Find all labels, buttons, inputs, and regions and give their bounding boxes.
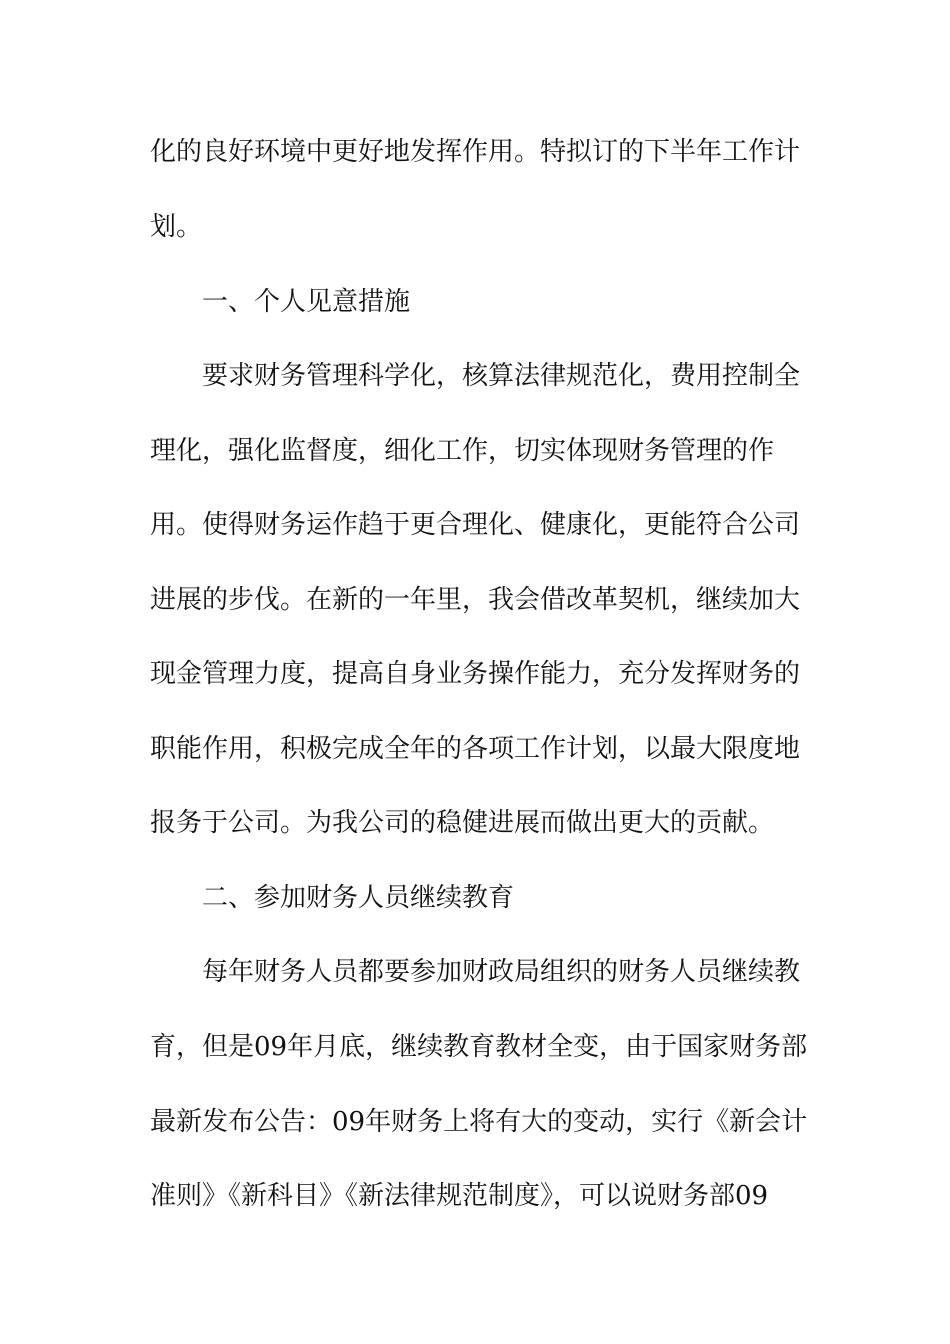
paragraph-line: 现金管理力度，提高自身业务操作能力，充分发挥财务的 [150, 659, 801, 689]
paragraph-line: 每年财务人员都要参加财政局组织的财务人员继续教 [202, 957, 801, 987]
paragraph-line: 用。使得财务运作趋于更合理化、健康化，更能符合公司 [150, 510, 801, 540]
section-heading-1: 一、个人见意措施 [202, 287, 411, 317]
paragraph-line: 育，但是09年月底，继续教育教材全变，由于国家财务部 [150, 1032, 808, 1062]
section-heading-2: 二、参加财务人员继续教育 [202, 883, 515, 913]
paragraph-line: 化的良好环境中更好地发挥作用。特拟订的下半年工作计 [150, 137, 801, 167]
paragraph-line: 要求财务管理科学化，核算法律规范化，费用控制全 [202, 361, 801, 391]
paragraph-line: 最新发布公告：09年财务上将有大的变动，实行《新会计 [150, 1107, 808, 1137]
paragraph-line: 进展的步伐。在新的一年里，我会借改革契机，继续加大 [150, 585, 801, 615]
paragraph-line: 理化，强化监督度，细化工作，切实体现财务管理的作 [150, 436, 775, 466]
paragraph-line: 职能作用，积极完成全年的各项工作计划，以最大限度地 [150, 734, 801, 764]
paragraph-line: 划。 [150, 212, 203, 242]
paragraph-line: 报务于公司。为我公司的稳健进展而做出更大的贡献。 [150, 808, 775, 838]
paragraph-line: 准则》《新科目》《新法律规范制度》，可以说财务部09 [150, 1181, 769, 1211]
